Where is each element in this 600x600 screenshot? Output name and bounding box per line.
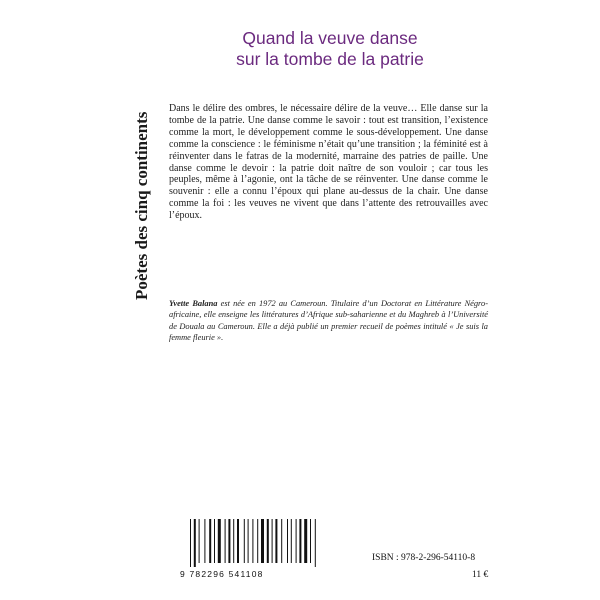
barcode-bar xyxy=(237,519,239,563)
barcode-bar xyxy=(267,519,269,563)
barcode-bar xyxy=(296,519,297,563)
barcode-bar xyxy=(199,519,200,563)
series-label: Poètes des cinq continents xyxy=(132,111,151,300)
barcode-bar xyxy=(244,519,245,563)
barcode-bar xyxy=(228,519,230,563)
barcode-bar xyxy=(248,519,249,563)
barcode-bar xyxy=(218,519,221,563)
author-bio xyxy=(169,298,488,344)
barcode-bar xyxy=(233,519,234,563)
author-bio-text: est née en 1972 au Cameroun. Titulaire d’un Doctorat en Littérature Négro-africaine, elle enseigne les littératures d’Afrique sub-saharienne et du Maghreb à l’Université de Douala au Cameroun. Elle a déjà publié un premier recueil de poèmes intitulé « Je suis la femme fleurie ». xyxy=(169,299,488,343)
barcode-graphic xyxy=(186,519,320,567)
barcode-bar xyxy=(209,519,211,563)
barcode-bar xyxy=(257,519,258,563)
isbn: ISBN : 978-2-296-54110-8 xyxy=(372,553,476,563)
barcode-bar xyxy=(190,519,191,567)
barcode-bar xyxy=(275,519,277,563)
barcode-bar xyxy=(225,519,226,563)
barcode-bar xyxy=(204,519,205,563)
barcode-bar xyxy=(252,519,253,563)
barcode-bar xyxy=(214,519,215,563)
barcode-bar xyxy=(272,519,273,563)
title-line-2: sur la tombe de la patrie xyxy=(236,49,424,69)
barcode-bar xyxy=(194,519,196,567)
barcode-bar xyxy=(291,519,292,563)
price: 11 € xyxy=(472,570,489,580)
barcode-bar xyxy=(310,519,311,563)
title-line-1: Quand la veuve danse xyxy=(242,28,418,48)
barcode-bar xyxy=(299,519,301,563)
back-cover-blurb: Dans le délire des ombres, le nécessaire délire de la veuve… Elle danse sur la tombe de la patrie. Une danse comme le savoir : tout est transition, l’existence comme la mort, le développement comme le sous-développement. Une danse comme la conscience : le féminisme n’était qu’une transition ; la féminité est à réinventer dans le fatras de la modernité, marraine des patries de paille. Une danse comme le devoir : la patrie doit naître de son vouloir ; car tous les peuples, même à l’agonie, ont la tâche de se réinventer. Une danse comme le souvenir : elle a connu l’époux qui plane au-dessus de la chair. Une danse comme la foi : les veuves ne vivent que dans l’attente des retrouvailles avec l’époux. xyxy=(169,103,488,222)
barcode-bar xyxy=(315,519,316,567)
book-title xyxy=(170,28,490,70)
barcode-bar xyxy=(304,519,307,563)
author-name: Yvette Balana xyxy=(169,299,218,308)
barcode-bar xyxy=(281,519,282,563)
series-spine-label xyxy=(110,50,160,300)
barcode-bar xyxy=(287,519,288,563)
barcode-bar xyxy=(261,519,264,563)
barcode-digits: 9 782296 541108 xyxy=(180,569,264,579)
